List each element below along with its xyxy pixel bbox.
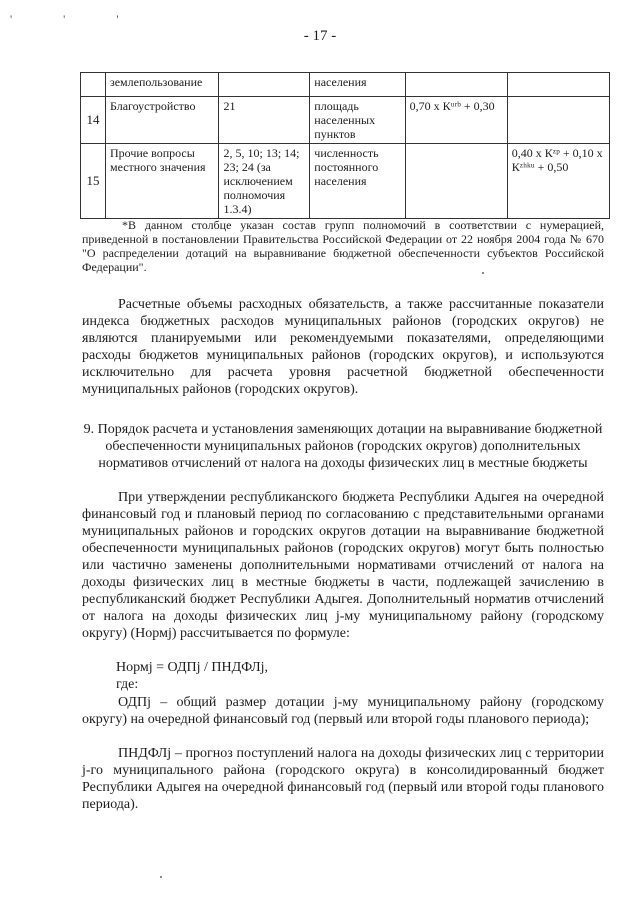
row-number bbox=[81, 73, 106, 97]
table-footnote: *В данном столбце указан состав групп полномочий в соответствии с нумерацией, приведенной в постановлении Правительства Российской Федерации от 22 ноября 2004 года № 670 "О распределении дотаций на выравнивание бюджетной обеспеченности субъектов Российской Федерации". bbox=[82, 218, 604, 274]
table-row bbox=[81, 97, 610, 144]
authority-codes: 21 bbox=[219, 97, 310, 144]
scan-speck bbox=[160, 876, 162, 878]
authority-codes: 2, 5, 10; 13; 14; 23; 24 (за исключением полномочия 1.3.4) bbox=[219, 144, 310, 219]
function-name: землепользование bbox=[105, 73, 219, 97]
indicator: численность постоянного населения bbox=[310, 144, 405, 219]
function-name: Прочие вопросы местного значения bbox=[105, 144, 219, 219]
definition-pndfl: ПНДФЛj – прогноз поступлений налога на доходы физических лиц с территории j-го муниципального района (городского округа) в консолидированный бюджет Республики Адыгея на очередной финансовый год (первый или второй годы планового периода). bbox=[82, 746, 604, 812]
formula-cell: 0,70 х Кᵘʳᵇ + 0,30 bbox=[405, 97, 507, 144]
section-heading: 9. Порядок расчета и установления заменяющих дотации на выравнивание бюджетной обеспеченности муниципальных районов (городских округов) дополнительных нормативов отчислений от налога на доходы физических лиц в местные бюджеты bbox=[83, 422, 603, 471]
page-number: - 17 - bbox=[303, 28, 337, 44]
function-name: Благоустройство bbox=[105, 97, 219, 144]
table-row bbox=[81, 73, 610, 97]
table-row bbox=[81, 144, 610, 219]
allocation-table bbox=[80, 72, 610, 219]
definition-odp: ОДПj – общий размер дотации j-му муниципальному району (городскому округу) на очередной финансовый год (первый или второй годы планового периода); bbox=[82, 695, 604, 727]
scan-speck bbox=[482, 272, 484, 274]
formula-cell bbox=[507, 97, 609, 144]
paragraph-calculated-volumes: Расчетные объемы расходных обязательств, а также рассчитанные показатели индекса бюджетных расходов муниципальных районов (городских округов) не являются планируемыми или рекомендуемыми показателями, определяющими расходы бюджетов муниципальных районов (городских округов), и используются исключительно для расчета уровня расчетной бюджетной обеспеченности муниципальных районов (городских округов). bbox=[82, 297, 604, 397]
formula-cell bbox=[405, 144, 507, 219]
scan-margin-marks: ' ' ' bbox=[10, 12, 143, 26]
row-number: 15 bbox=[81, 144, 106, 219]
authority-codes bbox=[219, 73, 310, 97]
indicator: населения bbox=[310, 73, 405, 97]
row-number: 14 bbox=[81, 97, 106, 144]
formula-cell: 0,40 х Кᶻᵖ + 0,10 х Кᶻʰᵏᵘ + 0,50 bbox=[507, 144, 609, 219]
formula-norm: Нормj = ОДПj / ПНДФЛj, bbox=[116, 660, 269, 675]
formula-cell bbox=[507, 73, 609, 97]
paragraph-replacement-norms: При утверждении республиканского бюджета Республики Адыгея на очередной финансовый год и плановый период по согласованию с представительными органами муниципальных районов и городских округов дотации на выравнивание бюджетной обеспеченности муниципальных районов (городских округов) могут быть полностью или частично заменены дополнительными нормативами отчислений от налога на доходы физических лиц в местные бюджеты в части, подлежащей зачислению в республиканский бюджет Республики Адыгея. Дополнительный норматив отчислений от налога на доходы физических лиц j-му муниципальному району (городскому округу) (Нормj) рассчитывается по формуле: bbox=[82, 490, 604, 641]
indicator: площадь населенных пунктов bbox=[310, 97, 405, 144]
formula-cell bbox=[405, 73, 507, 97]
formula-where: где: bbox=[116, 677, 139, 692]
